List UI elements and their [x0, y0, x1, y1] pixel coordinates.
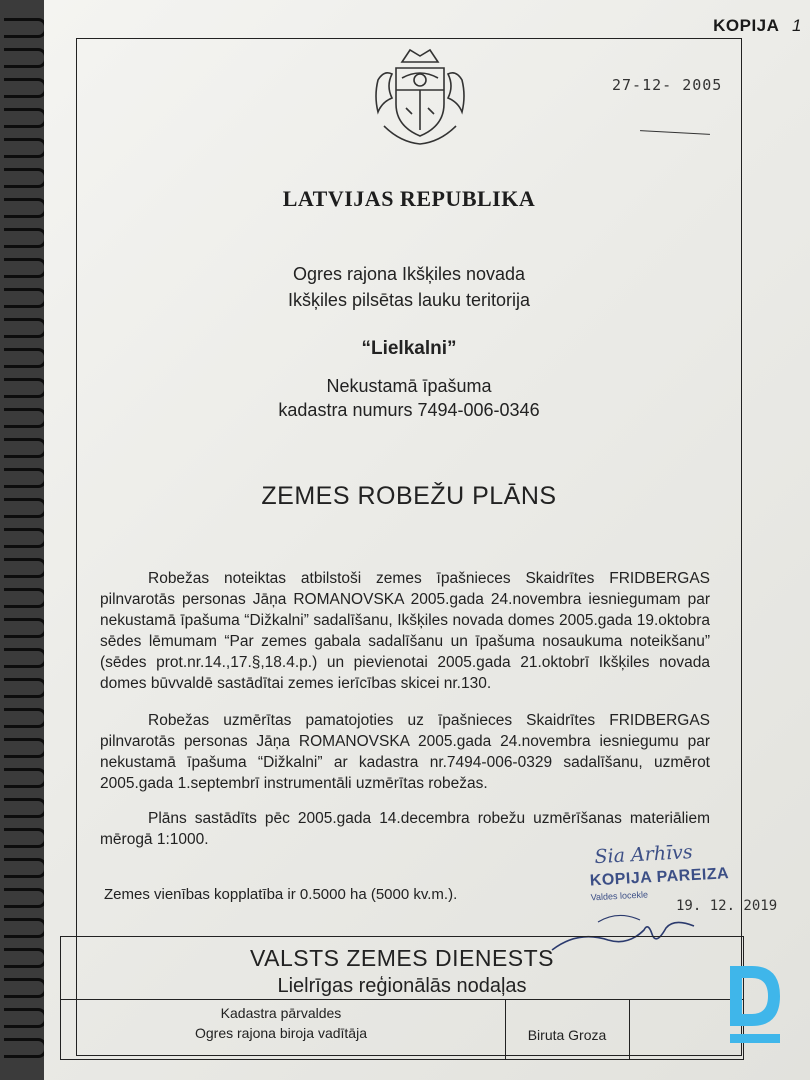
- paragraph-plan-compiled: Plāns sastādīts pēc 2005.gada 14.decembra robežu uzmērīšanas materiāliem mērogā 1:1000.: [100, 810, 710, 848]
- role-line-1: Kadastra pārvaldes: [220, 1005, 342, 1021]
- binding-ring: [4, 678, 47, 698]
- paragraph-boundaries-measured: Robežas uzmērītas pamatojoties uz īpašnieces Skaidrītes FRIDBERGAS pilnvarotās personas Jāņa ROMANOVSKA 2005.gada 24.novembra iesniegumu par nekustamā īpašuma “Dižkalni” ar kadastra nr.7494-006-0329 sadalīšanu, uzmērot 2005.gada 1.septembrī instrumentāli uzmērītas robežas.: [100, 712, 710, 792]
- binding-ring: [4, 438, 47, 458]
- binding-ring: [4, 888, 47, 908]
- column-divider: [505, 999, 506, 1059]
- column-divider: [629, 999, 630, 1059]
- stamp-signature: Sia Arhīvs: [594, 841, 694, 869]
- binding-ring: [4, 648, 47, 668]
- binding-ring: [4, 348, 47, 368]
- cadastre-label: Nekustamā īpašuma: [326, 376, 492, 396]
- binding-ring: [4, 138, 47, 158]
- binding-ring: [4, 408, 47, 428]
- role-line-2: Ogres rajona biroja vadītāja: [195, 1025, 367, 1041]
- blue-d-logo-icon: [724, 962, 786, 1046]
- binding-ring: [4, 528, 47, 548]
- plan-title: ZEMES ROBEŽU PLĀNS: [261, 482, 557, 510]
- cadastre-number: kadastra numurs 7494-006-0346: [278, 400, 540, 420]
- binding-ring: [4, 588, 47, 608]
- spiral-binding: [0, 0, 46, 1080]
- page-number: 1: [792, 16, 802, 35]
- binding-ring: [4, 1038, 47, 1058]
- stamp-label: KOPIJA PAREIZA: [589, 865, 730, 890]
- binding-ring: [4, 48, 47, 68]
- regional-department: Lielrīgas reģionālās nodaļas: [277, 975, 527, 997]
- binding-ring: [4, 858, 47, 878]
- binding-ring: [4, 288, 47, 308]
- property-name: “Lielkalni”: [361, 338, 457, 359]
- binding-ring: [4, 1008, 47, 1028]
- total-area: Zemes vienības kopplatība ir 0.5000 ha (5000 kv.m.).: [104, 886, 458, 903]
- binding-ring: [4, 618, 47, 638]
- binding-ring: [4, 378, 47, 398]
- coat-of-arms-icon: [366, 40, 474, 150]
- copy-label-text: KOPIJA: [713, 16, 779, 35]
- block-divider: [61, 999, 743, 1000]
- binding-ring: [4, 798, 47, 818]
- copy-label: [713, 16, 802, 36]
- binding-ring: [4, 918, 47, 938]
- binding-ring: [4, 78, 47, 98]
- stamp-date: 19. 12. 2019: [676, 898, 778, 914]
- binding-ring: [4, 258, 47, 278]
- signature-block: [60, 936, 744, 1060]
- date-stamp: 27-12- 2005: [612, 76, 723, 94]
- territory-line: Ikšķiles pilsētas lauku teritorija: [287, 290, 531, 310]
- stamp-small-text: Valdes locekle: [590, 889, 649, 903]
- agency-name: VALSTS ZEMES DIENESTS: [249, 945, 555, 971]
- signatory-name: Biruta Groza: [527, 1027, 607, 1043]
- binding-ring: [4, 198, 47, 218]
- binding-ring: [4, 498, 47, 518]
- binding-ring: [4, 468, 47, 488]
- binding-ring: [4, 948, 47, 968]
- binding-ring: [4, 318, 47, 338]
- republic-heading: LATVIJAS REPUBLIKA: [282, 186, 536, 211]
- binding-ring: [4, 768, 47, 788]
- binding-ring: [4, 708, 47, 728]
- binding-ring: [4, 738, 47, 758]
- binding-ring: [4, 168, 47, 188]
- binding-ring: [4, 558, 47, 578]
- binding-ring: [4, 18, 47, 38]
- binding-ring: [4, 978, 47, 998]
- binding-ring: [4, 108, 47, 128]
- binding-ring: [4, 828, 47, 848]
- paragraph-boundaries-determined: Robežas noteiktas atbilstoši zemes īpašnieces Skaidrītes FRIDBERGAS pilnvarotās personas Jāņa ROMANOVSKA 2005.gada 24.novembra iesniegumam par nekustamā īpašuma “Dižkalni” sadalīšanu, Ikšķiles novada domes 2005.gada 19.oktobra sēdes lēmumam “Par zemes gabala sadalīšanu un īpašuma nosaukuma noteikšanu” (sēdes prot.nr.14.,17.§,18.4.p.) un pievienotai 2005.gada 21.oktobrī Ikšķiles novada domes būvvaldē sastādītai zemes ierīcības skicei nr.130.: [100, 570, 710, 692]
- role-title: [101, 1003, 461, 1043]
- binding-ring: [4, 228, 47, 248]
- district-line: Ogres rajona Ikšķiles novada: [292, 264, 526, 284]
